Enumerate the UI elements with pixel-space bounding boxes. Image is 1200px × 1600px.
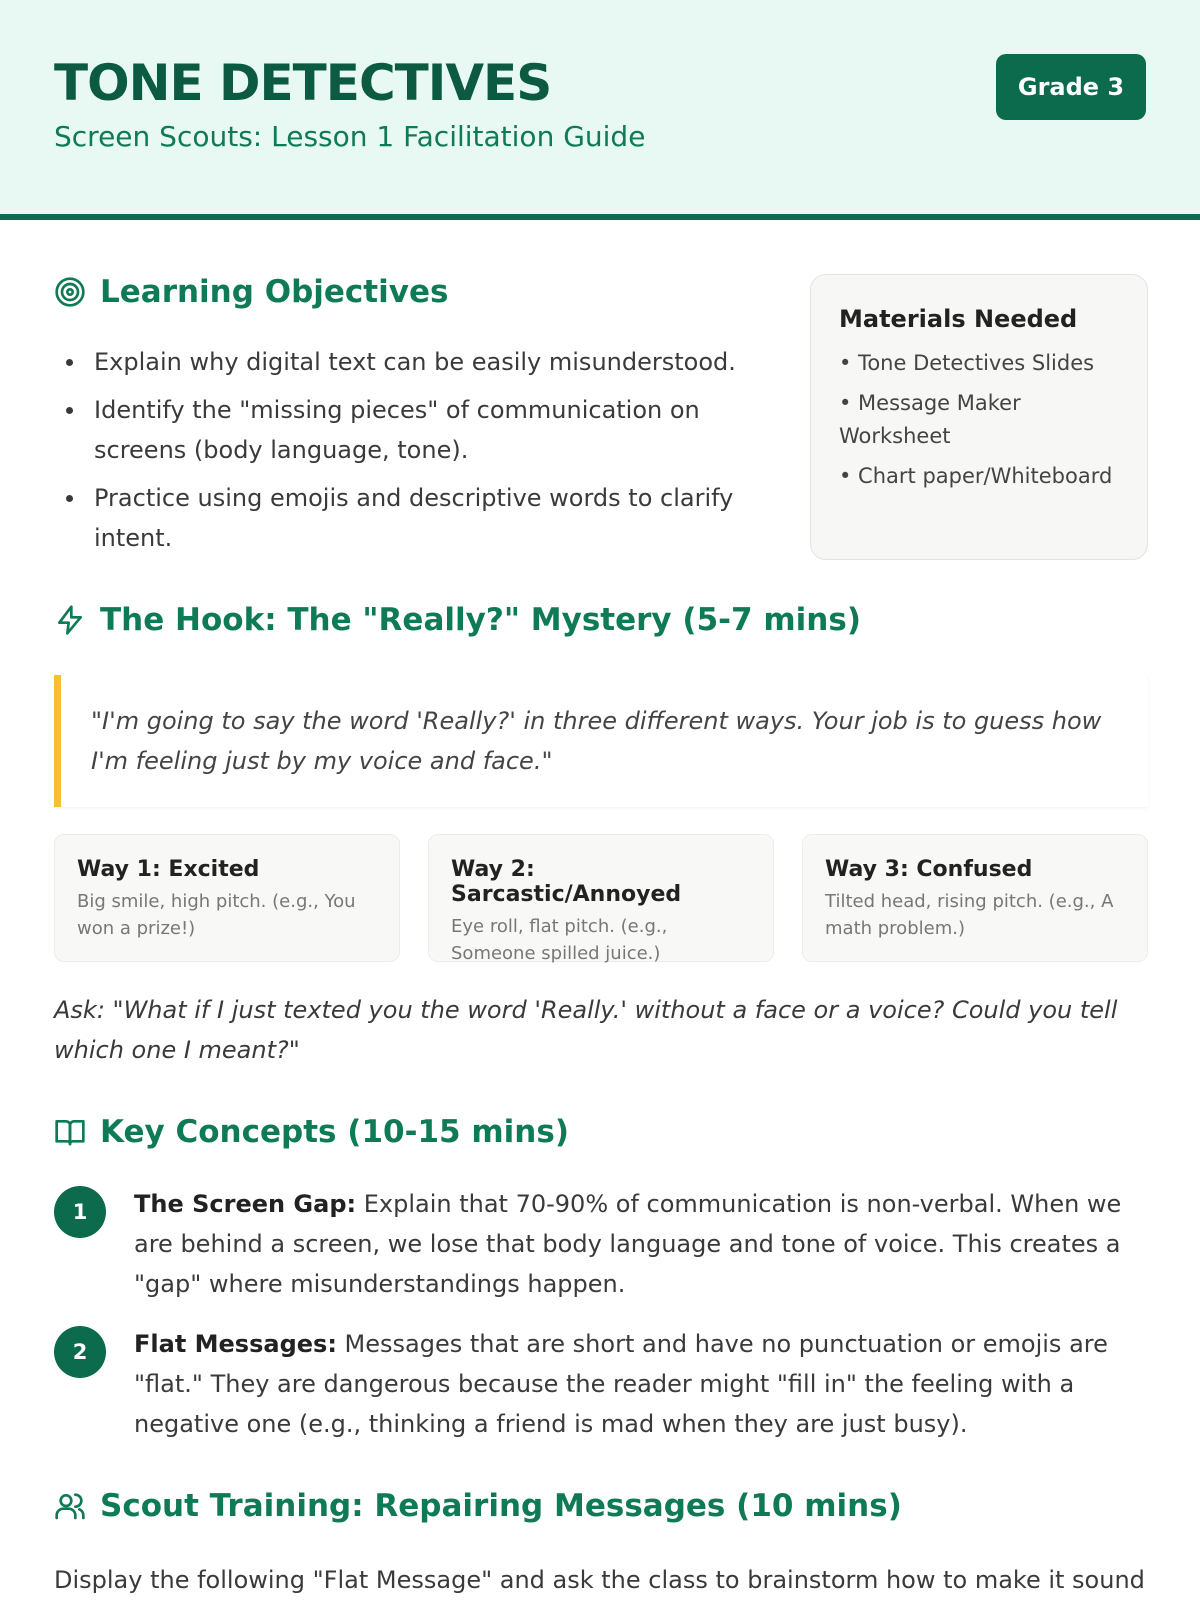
hook-heading [54,602,861,638]
way-description: Eye roll, flat pitch. (e.g., Someone spilled juice.) [451,916,668,964]
concept-item [54,1324,1154,1444]
way-description: Big smile, high pitch. (e.g., You won a prize!) [77,891,356,939]
way-description: Tilted head, rising pitch. (e.g., A math problem.) [825,891,1114,939]
list-item: Identify the "missing pieces" of communication on screens (body language, tone). [60,390,750,470]
concept-body: Messages that are short and have no punctuation or emojis are "flat." They are dangerous because the reader might "fill in" the feeling with a negative one (e.g., thinking a friend is mad when they are just busy). [134,1330,1108,1438]
concept-item [54,1184,1154,1304]
list-item: • Message Maker Worksheet [839,391,1021,448]
lightning-icon [54,604,86,636]
concept-body: Explain that 70-90% of communication is non-verbal. When we are behind a screen, we lose that body language and tone of voice. This creates a "gap" where misunderstandings happen. [134,1190,1122,1298]
materials-list [839,347,1119,493]
list-item: • Chart paper/Whiteboard [839,464,1113,488]
way-title: Way 3: Confused [825,857,1033,882]
concept-number: 1 [54,1186,106,1238]
training-title: Scout Training: Repairing Messages (10 mins) [100,1488,902,1524]
way-card [54,834,400,962]
way-title: Way 1: Excited [77,857,260,882]
page-header [0,0,1200,220]
way-card [428,834,774,962]
training-heading [54,1488,902,1524]
objectives-heading [54,274,448,310]
users-icon [54,1490,86,1522]
concept-number: 2 [54,1326,106,1378]
concepts-title: Key Concepts (10-15 mins) [100,1114,569,1150]
materials-card [810,274,1148,560]
way-title: Way 2: Sarcastic/Annoyed [451,857,682,907]
way-card [802,834,1148,962]
concept-term: Flat Messages: [134,1330,337,1358]
hook-title: The Hook: The "Really?" Mystery (5-7 mins) [100,602,861,638]
target-icon [54,276,86,308]
training-intro: Display the following "Flat Message" and ask the class to brainstorm how to make it sound [54,1566,1145,1594]
book-icon [54,1116,86,1148]
list-item: • Tone Detectives Slides [839,351,1095,375]
list-item: Explain why digital text can be easily misunderstood. [60,342,750,382]
page-subtitle: Screen Scouts: Lesson 1 Facilitation Guide [54,120,646,153]
list-item: Practice using emojis and descriptive words to clarify intent. [60,478,750,558]
concept-text [134,1324,1154,1444]
hook-ask: Ask: "What if I just texted you the word 'Really.' without a face or a voice? Could you tell which one I meant?" [54,996,1118,1064]
objectives-title: Learning Objectives [100,274,449,310]
concept-term: The Screen Gap: [134,1190,357,1218]
concept-text [134,1184,1154,1304]
objectives-list [60,342,750,566]
hook-quote: "I'm going to say the word 'Really?' in three different ways. Your job is to guess how I'm feeling just by my voice and face." [54,675,1148,807]
grade-badge: Grade 3 [996,54,1146,120]
materials-title: Materials Needed [839,305,1078,333]
concepts-heading [54,1114,569,1150]
page-title: TONE DETECTIVES [54,54,552,112]
